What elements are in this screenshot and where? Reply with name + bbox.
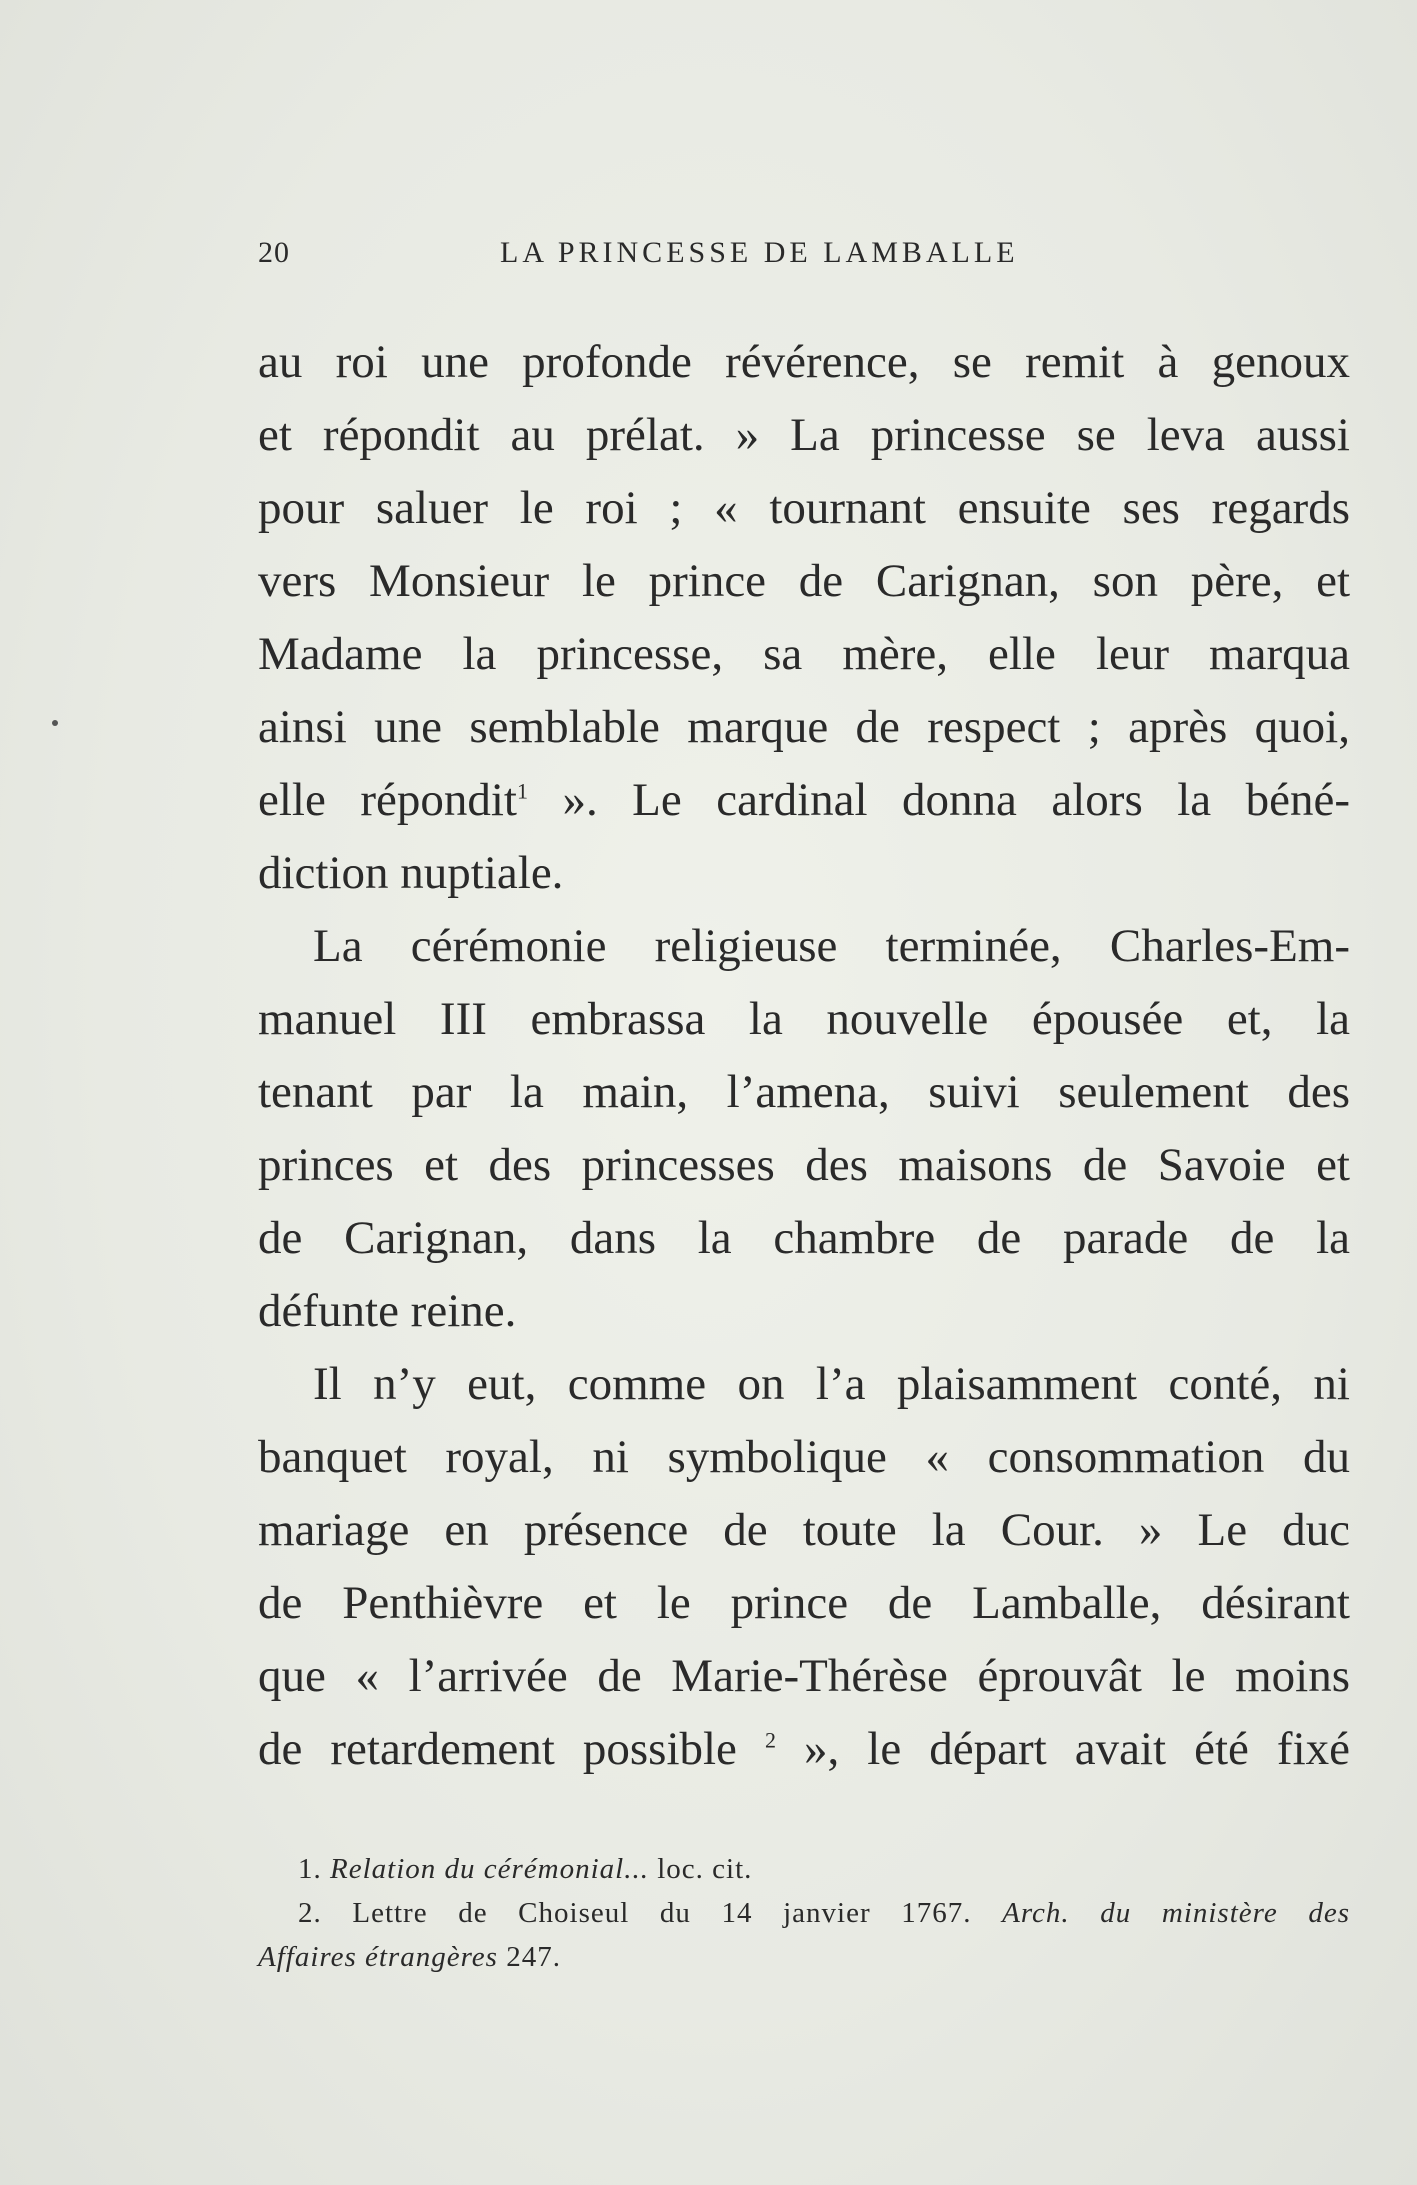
- page-number: 20: [258, 236, 290, 269]
- text-line: et répondit au prélat. » La princesse se leva aussi: [258, 409, 1350, 461]
- footnote-2: [258, 1891, 1350, 1935]
- text-fragment: elle répondit: [258, 774, 517, 826]
- paragraph-start: La cérémonie religieuse terminée, Charles-Em-: [313, 920, 1350, 972]
- text-line: [258, 1713, 1350, 1786]
- running-title: LA PRINCESSE DE LAMBALLE: [500, 236, 1019, 269]
- body-text: [258, 326, 1350, 1786]
- text-line: de Penthièvre et le prince de Lamballe, désirant: [258, 1577, 1350, 1629]
- text-fragment: ». Le cardinal donna alors la béné-: [562, 774, 1351, 826]
- text-line: Madame la princesse, sa mère, elle leur marqua: [258, 628, 1350, 680]
- footnote-source: Arch. du ministère des: [1002, 1897, 1350, 1929]
- text-line: de Carignan, dans la chambre de parade de la: [258, 1212, 1350, 1264]
- footnote-source: Affaires étrangères: [258, 1941, 498, 1973]
- paper-speck: [52, 720, 58, 726]
- text-line: défunte reine.: [258, 1285, 517, 1337]
- text-line: manuel III embrassa la nouvelle épousée et, la: [258, 993, 1350, 1045]
- text-line: vers Monsieur le prince de Carignan, son père, et: [258, 555, 1350, 607]
- footnote-ref-2: 2: [764, 1727, 776, 1753]
- text-line: princes et des princesses des maisons de Savoie et: [258, 1139, 1350, 1191]
- footnote-1: [258, 1847, 1350, 1891]
- footnote-text: Lettre de Choiseul du 14 janvier 1767.: [352, 1897, 972, 1929]
- text-line: banquet royal, ni symbolique « consommation du: [258, 1431, 1350, 1483]
- footnote-title: Relation du cérémonial...: [330, 1853, 649, 1885]
- footnote-ref-1: 1: [516, 778, 528, 804]
- text-fragment: », le départ avait été fixé: [804, 1723, 1351, 1775]
- text-line: [258, 764, 1350, 837]
- text-line: mariage en présence de toute la Cour. » Le duc: [258, 1504, 1350, 1556]
- text-line: ainsi une semblable marque de respect ; après quoi,: [258, 701, 1350, 753]
- text-line: que « l’arrivée de Marie-Thérèse éprouvât le moins: [258, 1650, 1350, 1702]
- footnote-text: 247.: [506, 1941, 561, 1973]
- text-line: au roi une profonde révérence, se remit à genoux: [258, 336, 1350, 388]
- text-line: diction nuptiale.: [258, 847, 564, 899]
- text-fragment: de retardement possible: [258, 1723, 737, 1775]
- paragraph-start: Il n’y eut, comme on l’a plaisamment conté, ni: [313, 1358, 1350, 1410]
- text-line: pour saluer le roi ; « tournant ensuite ses regards: [258, 482, 1350, 534]
- footnote-2-continued: [258, 1935, 1350, 1979]
- footnote-number: 1.: [298, 1853, 322, 1885]
- footnote-text: loc. cit.: [657, 1853, 753, 1885]
- footnote-number: 2.: [298, 1897, 322, 1929]
- running-header: [258, 236, 1353, 276]
- text-line: tenant par la main, l’amena, suivi seulement des: [258, 1066, 1350, 1118]
- footnotes: [258, 1847, 1350, 1979]
